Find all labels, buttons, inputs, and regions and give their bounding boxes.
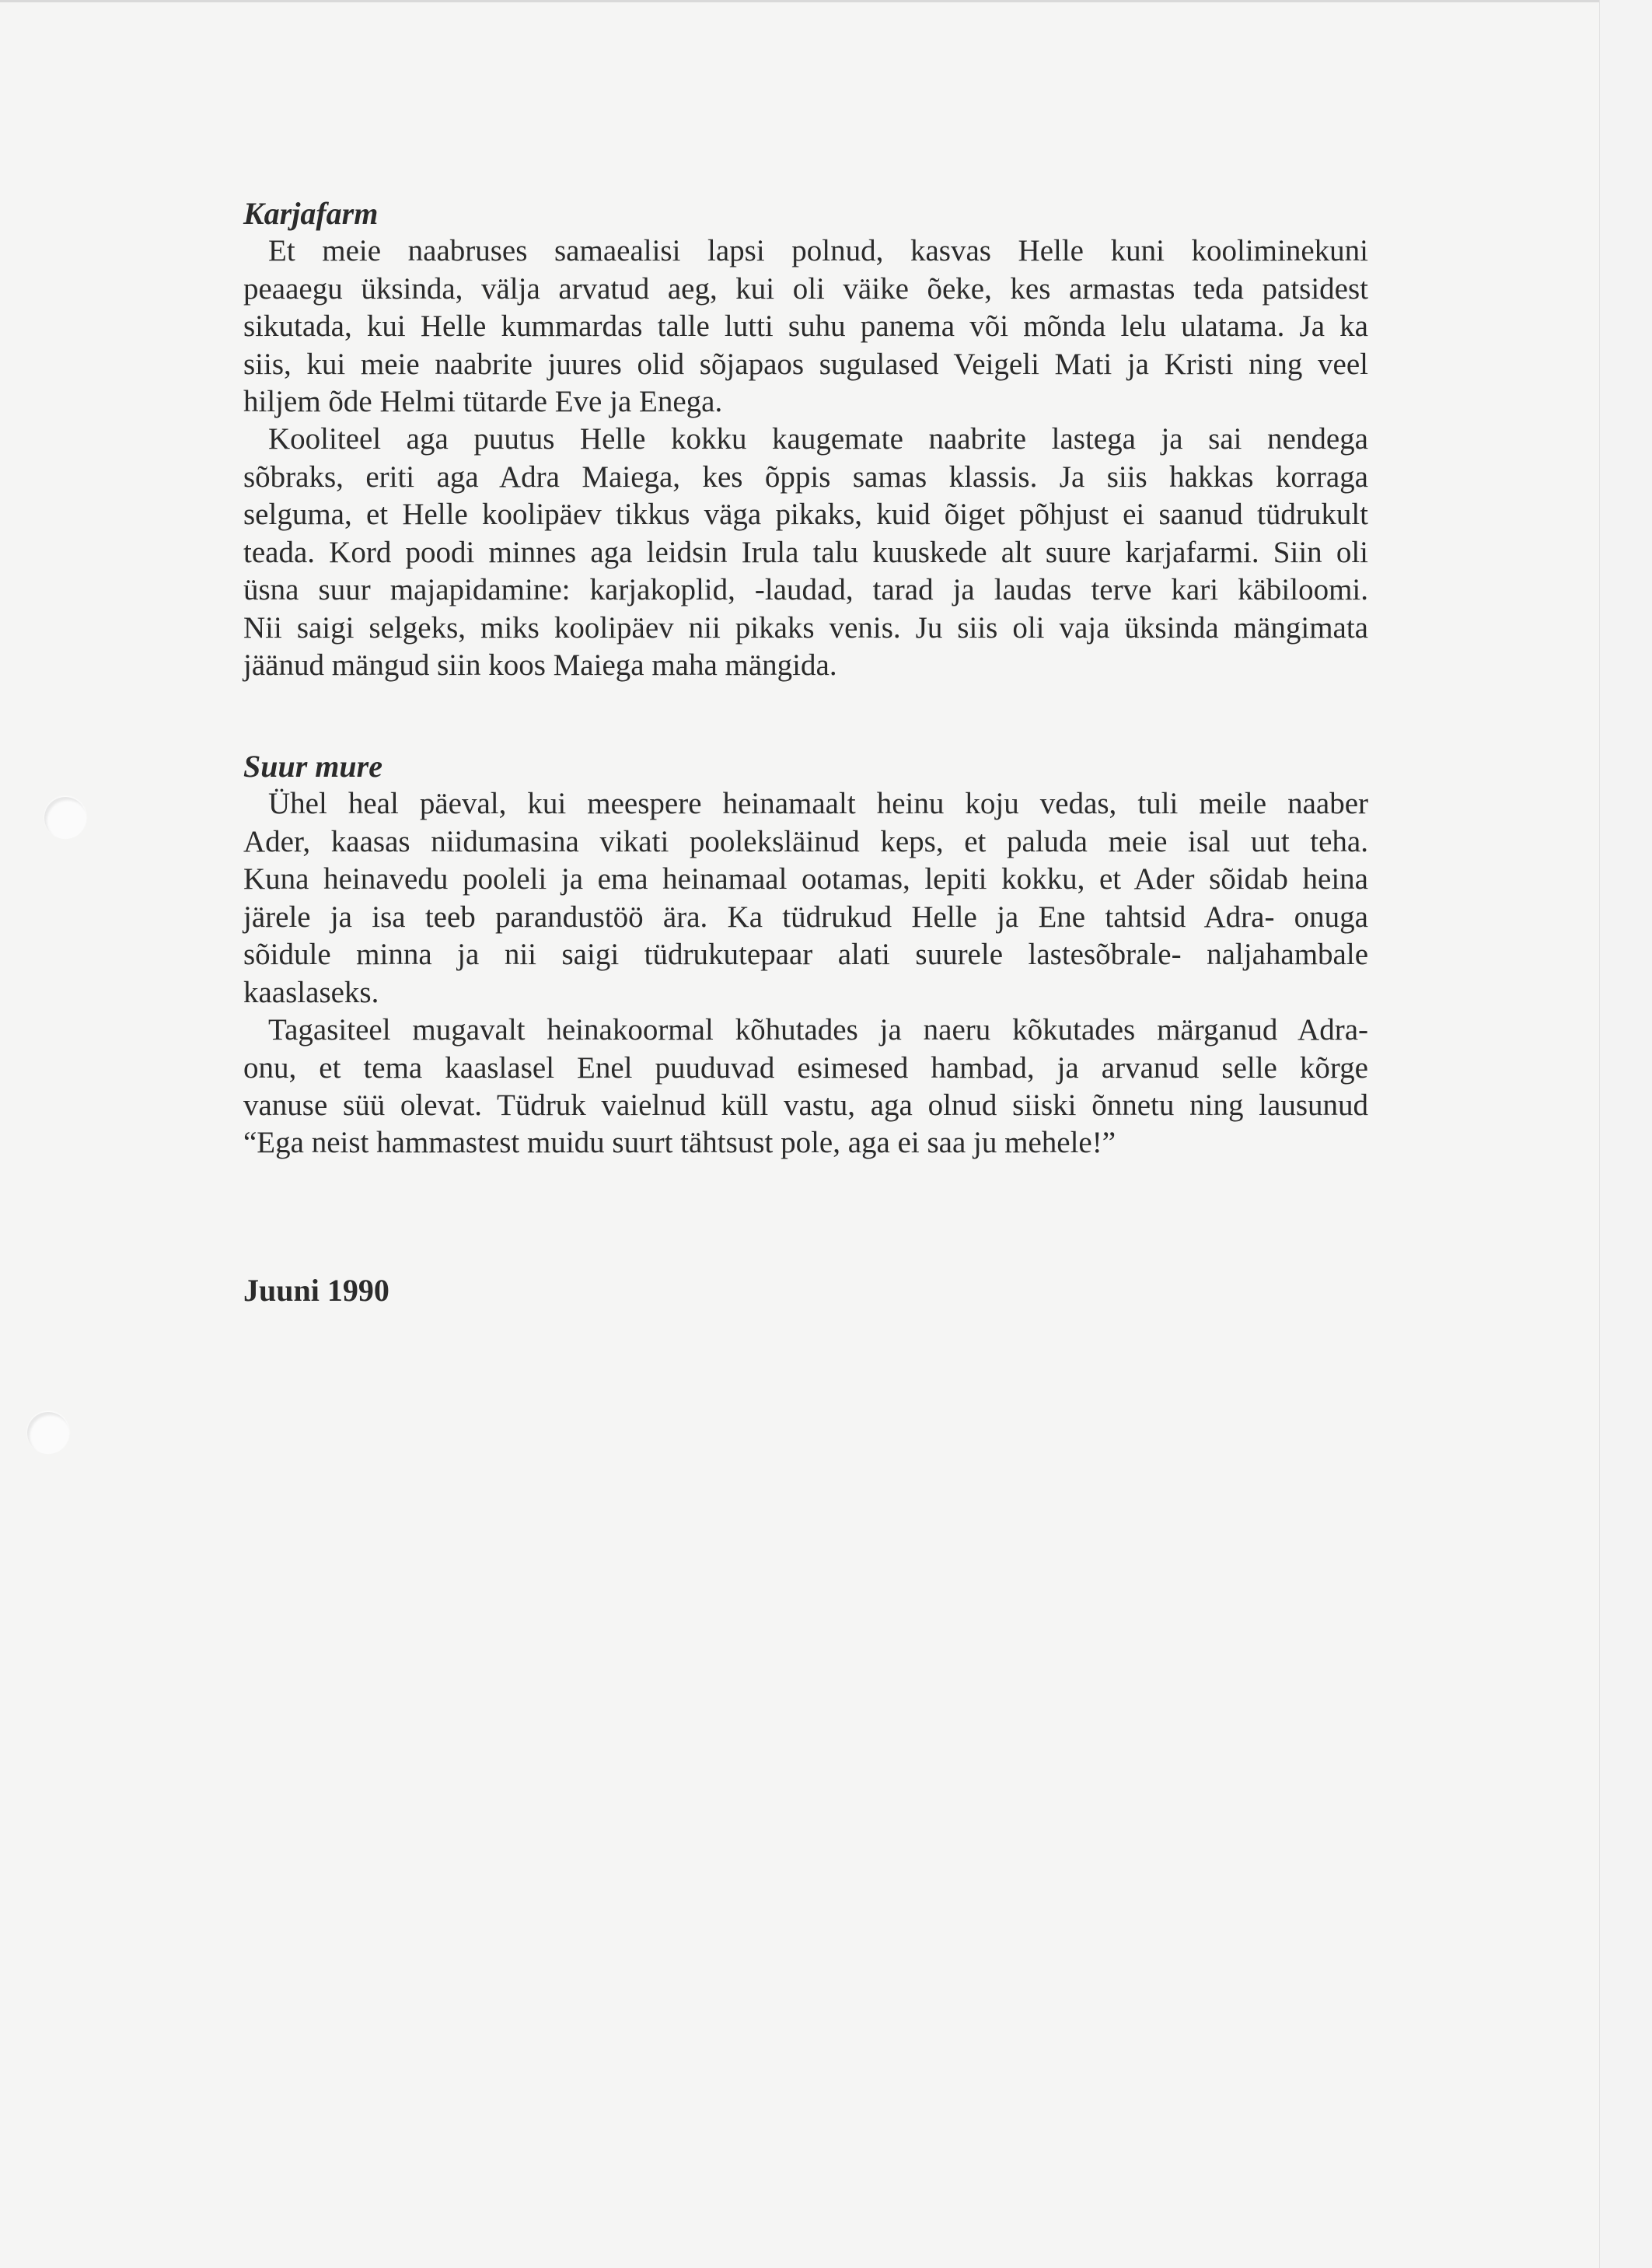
text-line: vanuse süü olevat. Tüdruk vaielnud küll vastu, aga olnud siiski õnnetu ning lausunud xyxy=(243,1089,1368,1122)
text-line: onu, et tema kaaslasel Enel puuduvad esimesed hambad, ja arvanud selle kõrge xyxy=(243,1051,1368,1085)
text-line: Kuna heinavedu pooleli ja ema heinamaal ootamas, lepiti kokku, et Ader sõidab heina xyxy=(243,862,1368,896)
text-line: sõidule minna ja nii saigi tüdrukutepaar alati suurele lastesõbrale- naljahambale xyxy=(243,938,1368,971)
text-line: hiljem õde Helmi tütarde Eve ja Enega. xyxy=(243,385,723,418)
text-line: järele ja isa teeb parandustöö ära. Ka tüdrukud Helle ja Ene tahtsid Adra- onuga xyxy=(243,900,1368,934)
text-line: Nii saigi selgeks, miks koolipäev nii pikaks venis. Ju siis oli vaja üksinda mängimata xyxy=(243,611,1368,645)
text-line: Ühel heal päeval, kui meespere heinamaalt heinu koju vedas, tuli meile naaber xyxy=(268,787,1368,820)
text-line: sõbraks, eriti aga Adra Maiega, kes õppis samas klassis. Ja siis hakkas korraga xyxy=(243,460,1368,494)
text-line: Kooliteel aga puutus Helle kokku kaugemate naabrite lastega ja sai nendega xyxy=(268,422,1368,456)
text-line: peaaegu üksinda, välja arvatud aeg, kui oli väike õeke, kes armastas teda patsidest xyxy=(243,272,1368,306)
text-line: kaaslaseks. xyxy=(243,976,379,1009)
text-line: Et meie naabruses samaealisi lapsi polnud, kasvas Helle kuni kooliminekuni xyxy=(268,234,1368,267)
text-line: sikutada, kui Helle kummardas talle lutti suhu panema või mõnda lelu ulatama. Ja ka xyxy=(243,309,1368,343)
punch-hole xyxy=(44,797,86,839)
section-heading: Suur mure xyxy=(243,749,382,784)
text-line: üsna suur majapidamine: karjakoplid, -laudad, tarad ja laudas terve kari käbiloomi. xyxy=(243,573,1368,606)
text-line: siis, kui meie naabrite juures olid sõjapaos sugulased Veigeli Mati ja Kristi ning veel xyxy=(243,348,1368,381)
scan-margin-strip xyxy=(1600,0,1652,2268)
text-line: teada. Kord poodi minnes aga leidsin Irula talu kuuskede alt suure karjafarmi. Siin oli xyxy=(243,536,1368,569)
text-line: Tagasiteel mugavalt heinakoormal kõhutades ja naeru kõkutades märganud Adra- xyxy=(268,1013,1368,1047)
scan-top-edge xyxy=(0,0,1599,2)
text-line: selguma, et Helle koolipäev tikkus väga pikaks, kuid õiget põhjust ei saanud tüdrukult xyxy=(243,498,1368,531)
document-date: Juuni 1990 xyxy=(243,1273,389,1308)
section-heading: Karjafarm xyxy=(243,196,379,231)
text-line: Ader, kaasas niidumasina vikati pooleksläinud keps, et paluda meie isal uut teha. xyxy=(243,825,1368,858)
punch-hole xyxy=(27,1412,69,1454)
text-line: jäänud mängud siin koos Maiega maha mängida. xyxy=(243,648,837,682)
text-line: “Ega neist hammastest muidu suurt tähtsust pole, aga ei saa ju mehele!” xyxy=(243,1126,1116,1159)
